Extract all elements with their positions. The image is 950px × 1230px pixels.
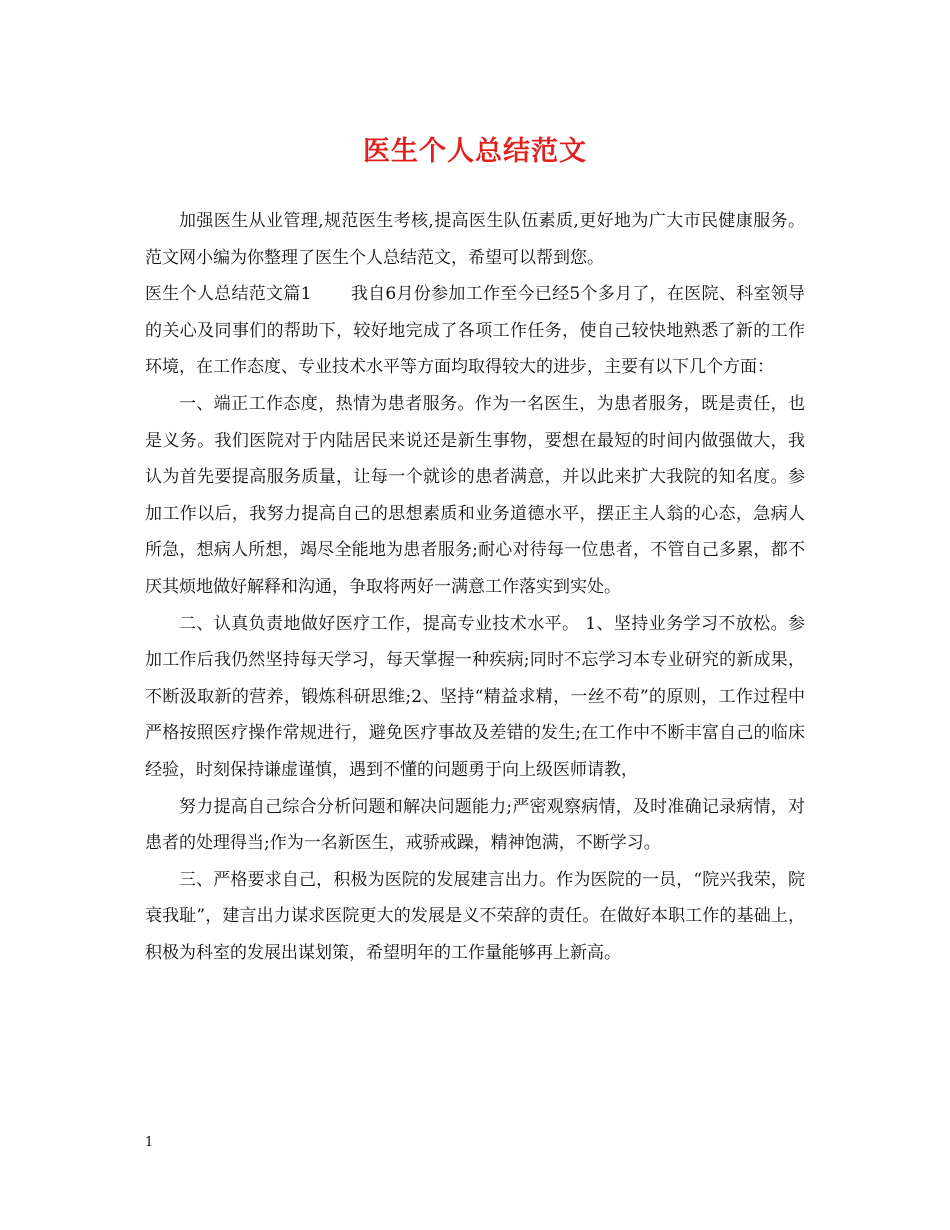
paragraph-section-2-continued: 努力提高自己综合分析问题和解决问题能力;严密观察病情，及时准确记录病情，对患者的处理得当;作为一名新医生，戒骄戒躁，精神饱满，不断学习。: [145, 796, 805, 854]
article-heading-label: 医生个人总结范文篇1: [145, 284, 312, 305]
paragraph-article-1-text: 我自6月份参加工作至今已经5个多月了，在医院、科室领导的关心及同事们的帮助下，较好地完成了各项工作任务，使自己较快地熟悉了新的工作环境，在工作态度、专业技术水平等方面均取得较大的进步，主要有以下几个方面：: [145, 284, 805, 378]
paragraph-section-3: 三、严格要求自己，积极为医院的发展建言出力。作为医院的一员，“院兴我荣，院衰我耻”，建言出力谋求医院更大的发展是义不荣辞的责任。在做好本职工作的基础上，积极为科室的发展出谋划策，希望明年的工作量能够再上新高。: [145, 869, 805, 963]
page-number: 1: [145, 1135, 154, 1150]
paragraph-section-1: 一、端正工作态度，热情为患者服务。作为一名医生，为患者服务，既是责任，也是义务。我们医院对于内陆居民来说还是新生事物，要想在最短的时间内做强做大，我认为首先要提高服务质量，让每一个就诊的患者满意，并以此来扩大我院的知名度。参加工作以后，我努力提高自己的思想素质和业务道德水平，摆正主人翁的心态，急病人所急，想病人所想，竭尽全能地为患者服务;耐心对待每一位患者，不管自己多累，都不厌其烦地做好解释和沟通，争取将两好一满意工作落实到实处。: [145, 393, 805, 597]
paragraph-intro: 加强医生从业管理,规范医生考核,提高医生队伍素质,更好地为广大市民健康服务。范文网小编为你整理了医生个人总结范文，希望可以帮到您。: [145, 211, 805, 268]
paragraph-article-1: [145, 276, 805, 386]
document-body: [145, 203, 805, 971]
paragraph-section-2: 二、认真负责地做好医疗工作，提高专业技术水平。 1、坚持业务学习不放松。参加工作后我仍然坚持每天学习，每天掌握一种疾病;同时不忘学习本专业研究的新成果，不断汲取新的营养，锻炼科研思维;2、坚持“精益求精，一丝不苟”的原则，工作过程中严格按照医疗操作常规进行，避免医疗事故及差错的发生;在工作中不断丰富自己的临床经验，时刻保持谦虚谨慎，遇到不懂的问题勇于向上级医师请教，: [145, 613, 805, 780]
document-title: 医生个人总结范文: [363, 136, 587, 167]
